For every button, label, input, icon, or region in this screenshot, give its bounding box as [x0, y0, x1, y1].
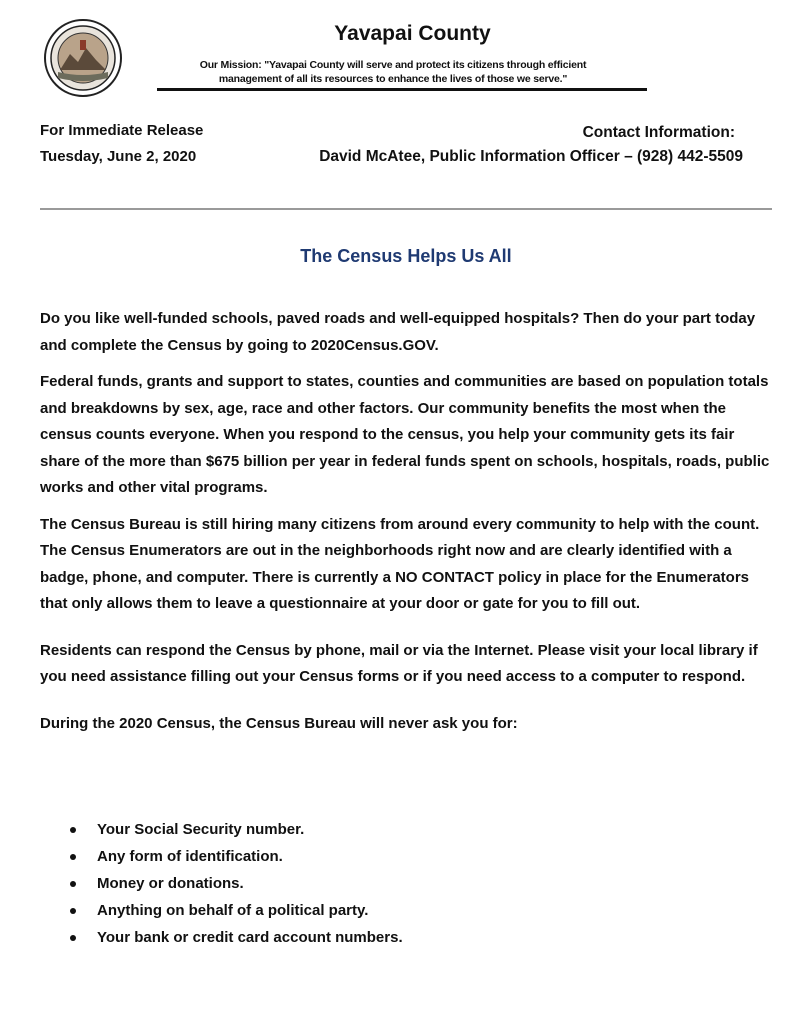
release-block	[40, 118, 203, 170]
document-title: The Census Helps Us All	[300, 246, 512, 266]
never-ask-list	[40, 816, 740, 951]
list-item	[40, 843, 740, 870]
list-item-text: Your bank or credit card account numbers.	[97, 929, 403, 946]
release-label: For Immediate Release	[40, 122, 204, 139]
body-paragraph: During the 2020 Census, the Census Bureau will never ask you for:	[40, 714, 518, 732]
bullet-icon	[70, 881, 76, 887]
county-name: Yavapai County	[334, 22, 491, 45]
body-paragraph: Do you like well-funded schools, paved roads and well-equipped hospitals? Then do your part today and complete the Census by going to 2020Census.GOV.	[40, 310, 756, 354]
list-item-text: Money or donations.	[97, 875, 244, 892]
mission-line: Our Mission: "Yavapai County will serve and protect its citizens through efficient	[199, 59, 587, 71]
list-item	[40, 924, 740, 951]
bullet-icon	[70, 854, 76, 860]
section-divider	[40, 208, 772, 210]
mission-line: management of all its resources to enhance the lives of those we serve."	[218, 73, 568, 85]
bullet-icon	[70, 935, 76, 941]
contact-detail: David McAtee, Public Information Officer – (928) 442-5509	[319, 148, 743, 165]
bullet-icon	[70, 908, 76, 914]
contact-label: Contact Information:	[582, 124, 735, 141]
bullet-icon	[70, 827, 76, 833]
mission-statement	[158, 58, 628, 86]
list-item	[40, 897, 740, 924]
header-rule	[157, 88, 647, 91]
body-paragraph: Residents can respond the Census by phone, mail or via the Internet. Please visit your local library if you need assistance filling out your Census forms or if you need access to a computer to respond.	[40, 641, 758, 685]
list-item	[40, 816, 740, 843]
release-date: Tuesday, June 2, 2020	[40, 148, 197, 165]
list-item-text: Your Social Security number.	[97, 821, 305, 838]
list-item-text: Anything on behalf of a political party.	[97, 902, 369, 919]
body-paragraph: The Census Bureau is still hiring many citizens from around every community to help with the count. The Census Enumerators are out in the neighborhoods right now and are clearly identified with a badge, phone, and computer. There is currently a NO CONTACT policy in place for the Enumerators that only allows them to leave a questionnaire at your door or gate for you to fill out.	[40, 515, 760, 612]
list-item	[40, 870, 740, 897]
county-seal-logo	[40, 18, 126, 98]
list-item-text: Any form of identification.	[97, 848, 283, 865]
document-body	[40, 306, 770, 747]
body-paragraph: Federal funds, grants and support to states, counties and communities are based on population totals and breakdowns by sex, age, race and other factors. Our community benefits the most when the census counts everyone. When you respond to the census, you help your community gets its fair share of the more than $675 billion per year in federal funds spent on schools, hospitals, roads, public works and other vital programs.	[40, 373, 770, 496]
